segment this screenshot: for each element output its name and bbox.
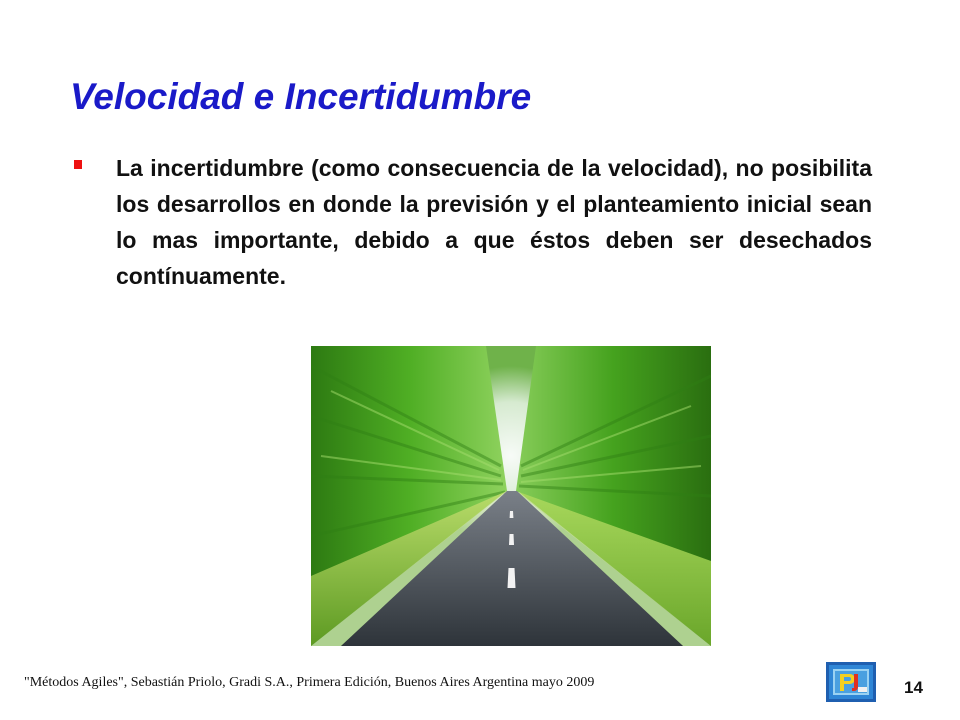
bullet-marker-icon xyxy=(74,160,82,169)
page-number: 14 xyxy=(904,678,923,697)
publisher-logo-icon xyxy=(826,662,876,702)
slide-title: Velocidad e Incertidumbre xyxy=(70,76,532,117)
citation-footer: "Métodos Agiles", Sebastián Priolo, Gradi S.A., Primera Edición, Buenos Aires Argentina mayo 2009 xyxy=(24,675,595,690)
bullet-item xyxy=(74,150,872,294)
bullet-text: La incertidumbre (como consecuencia de la velocidad), no posibilita los desarrollos en donde la previsión y el planteamiento inicial sean lo mas importante, debido a que éstos deben ser desechados contínuamente. xyxy=(116,155,872,289)
road-motion-blur-photo xyxy=(311,346,711,646)
